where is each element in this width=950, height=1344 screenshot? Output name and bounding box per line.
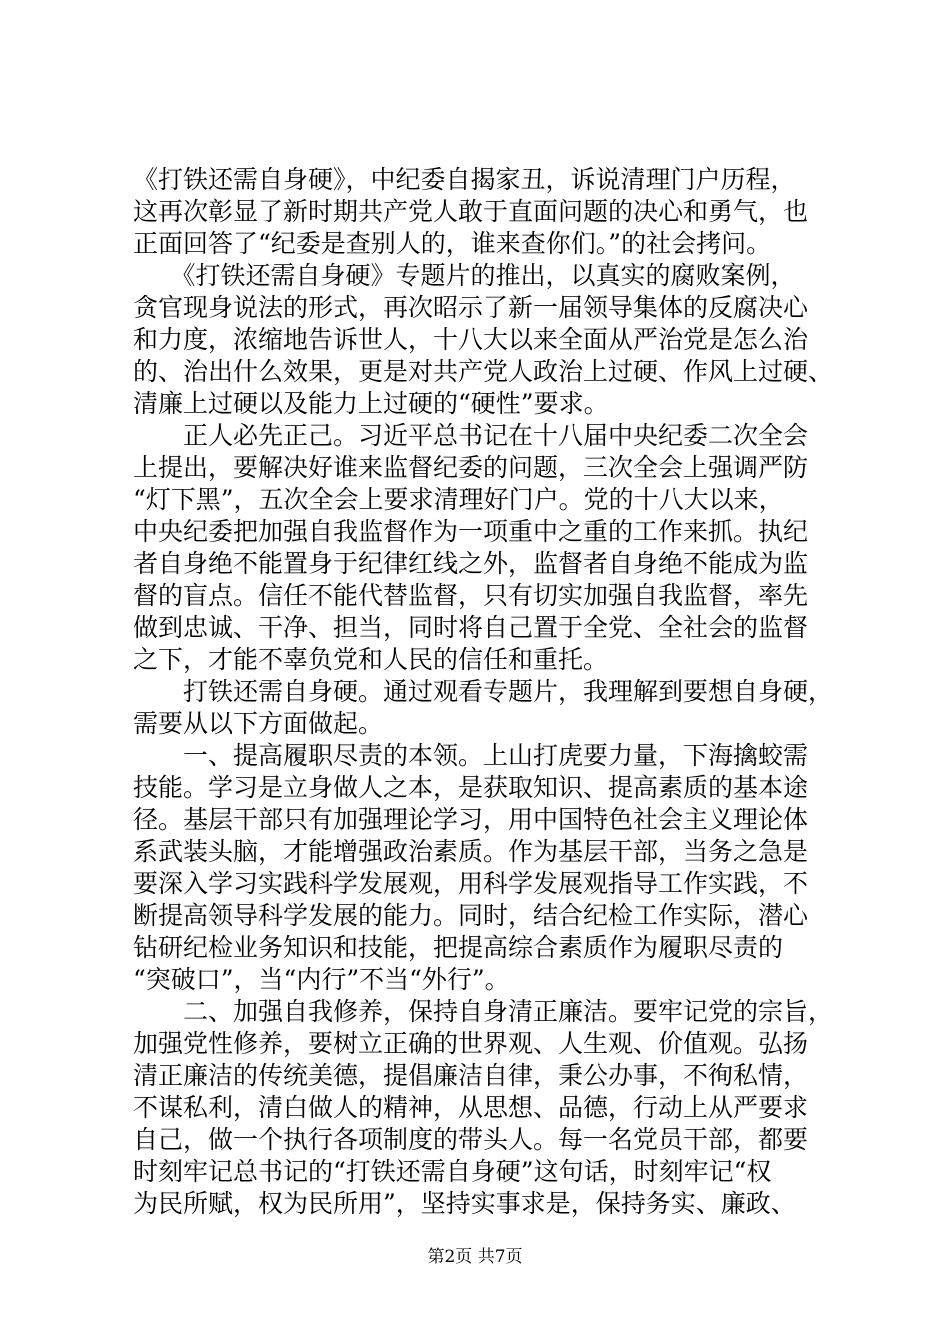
text-line: 这再次彰显了新时期共产党人敢于直面问题的决心和勇气，也 [133,197,809,226]
text-line: 的、治出什么效果，更是对共产党人政治上过硬、作风上过硬、 [133,357,834,386]
text-line: 贪官现身说法的形式，再次昭示了新一届领导集体的反腐决心 [133,293,809,322]
page-number: 第2页 共7页 [427,1247,523,1267]
text-line: 《打铁还需自身硬》，中纪委自揭家丑，诉说清理门户历程， [133,165,796,194]
text-line: 自己，做一个执行各项制度的带头人。每一名党员干部，都要 [133,1125,809,1154]
text-line: 需要从以下方面做起。 [133,709,384,738]
text-line: 径。基层干部只有加强理论学习，用中国特色社会主义理论体 [133,805,809,834]
text-line: 清正廉洁的传统美德，提倡廉洁自律，秉公办事，不徇私情， [133,1061,809,1090]
text-line: 做到忠诚、干净、担当，同时将自己置于全党、全社会的监督 [133,613,809,642]
text-line: 正面回答了“纪委是查别人的，谁来查你们。”的社会拷问。 [133,229,772,258]
text-line: “灯下黑”，五次全会上要求清理好门户。党的十八大以来， [133,485,784,514]
text-line: 系武装头脑，才能增强政治素质。作为基层干部，当务之急是 [133,837,809,866]
text-line: 加强党性修养，要树立正确的世界观、人生观、价值观。弘扬 [133,1029,809,1058]
document-body [133,164,833,1220]
text-line: 不谋私利，清白做人的精神，从思想、品德，行动上从严要求 [133,1093,809,1122]
text-line: 清廉上过硬以及能力上过硬的“硬性”要求。 [133,389,609,418]
text-line: 钻研纪检业务知识和技能，把提高综合素质作为履职尽责的 [133,933,784,962]
text-line: 要深入学习实践科学发展观，用科学发展观指导工作实践，不 [133,869,809,898]
text-line: 时刻牢记总书记的“打铁还需自身硬”这句话，时刻牢记“权 [133,1157,772,1186]
text-line: 正人必先正己。习近平总书记在十八届中央纪委二次全会 [133,421,809,450]
text-line: 上提出，要解决好谁来监督纪委的问题，三次全会上强调严防 [133,453,809,482]
text-line: 技能。学习是立身做人之本，是获取知识、提高素质的基本途 [133,773,809,802]
text-line: 中央纪委把加强自我监督作为一项重中之重的工作来抓。执纪 [133,517,809,546]
text-line: 和力度，浓缩地告诉世人，十八大以来全面从严治党是怎么治 [133,325,809,354]
text-line: 一、提高履职尽责的本领。上山打虎要力量，下海擒蛟需 [133,741,809,770]
text-line: 打铁还需自身硬。通过观看专题片，我理解到要想自身硬， [133,677,834,706]
page-footer [0,1246,950,1268]
text-line: 之下，才能不辜负党和人民的信任和重托。 [133,645,609,674]
text-line: “突破口”，当“内行”不当“外行”。 [133,965,510,994]
text-line: 断提高领导科学发展的能力。同时，结合纪检工作实际，潜心 [133,901,809,930]
text-line: 督的盲点。信任不能代替监督，只有切实加强自我监督，率先 [133,581,809,610]
text-line: 为民所赋，权为民所用”，坚持实事求是，保持务实、廉政、 [133,1189,796,1218]
text-line: 者自身绝不能置身于纪律红线之外，监督者自身绝不能成为监 [133,549,809,578]
text-line: 二、加强自我修养，保持自身清正廉洁。要牢记党的宗旨， [133,997,834,1026]
text-line: 《打铁还需自身硬》专题片的推出，以真实的腐败案例， [133,261,796,290]
